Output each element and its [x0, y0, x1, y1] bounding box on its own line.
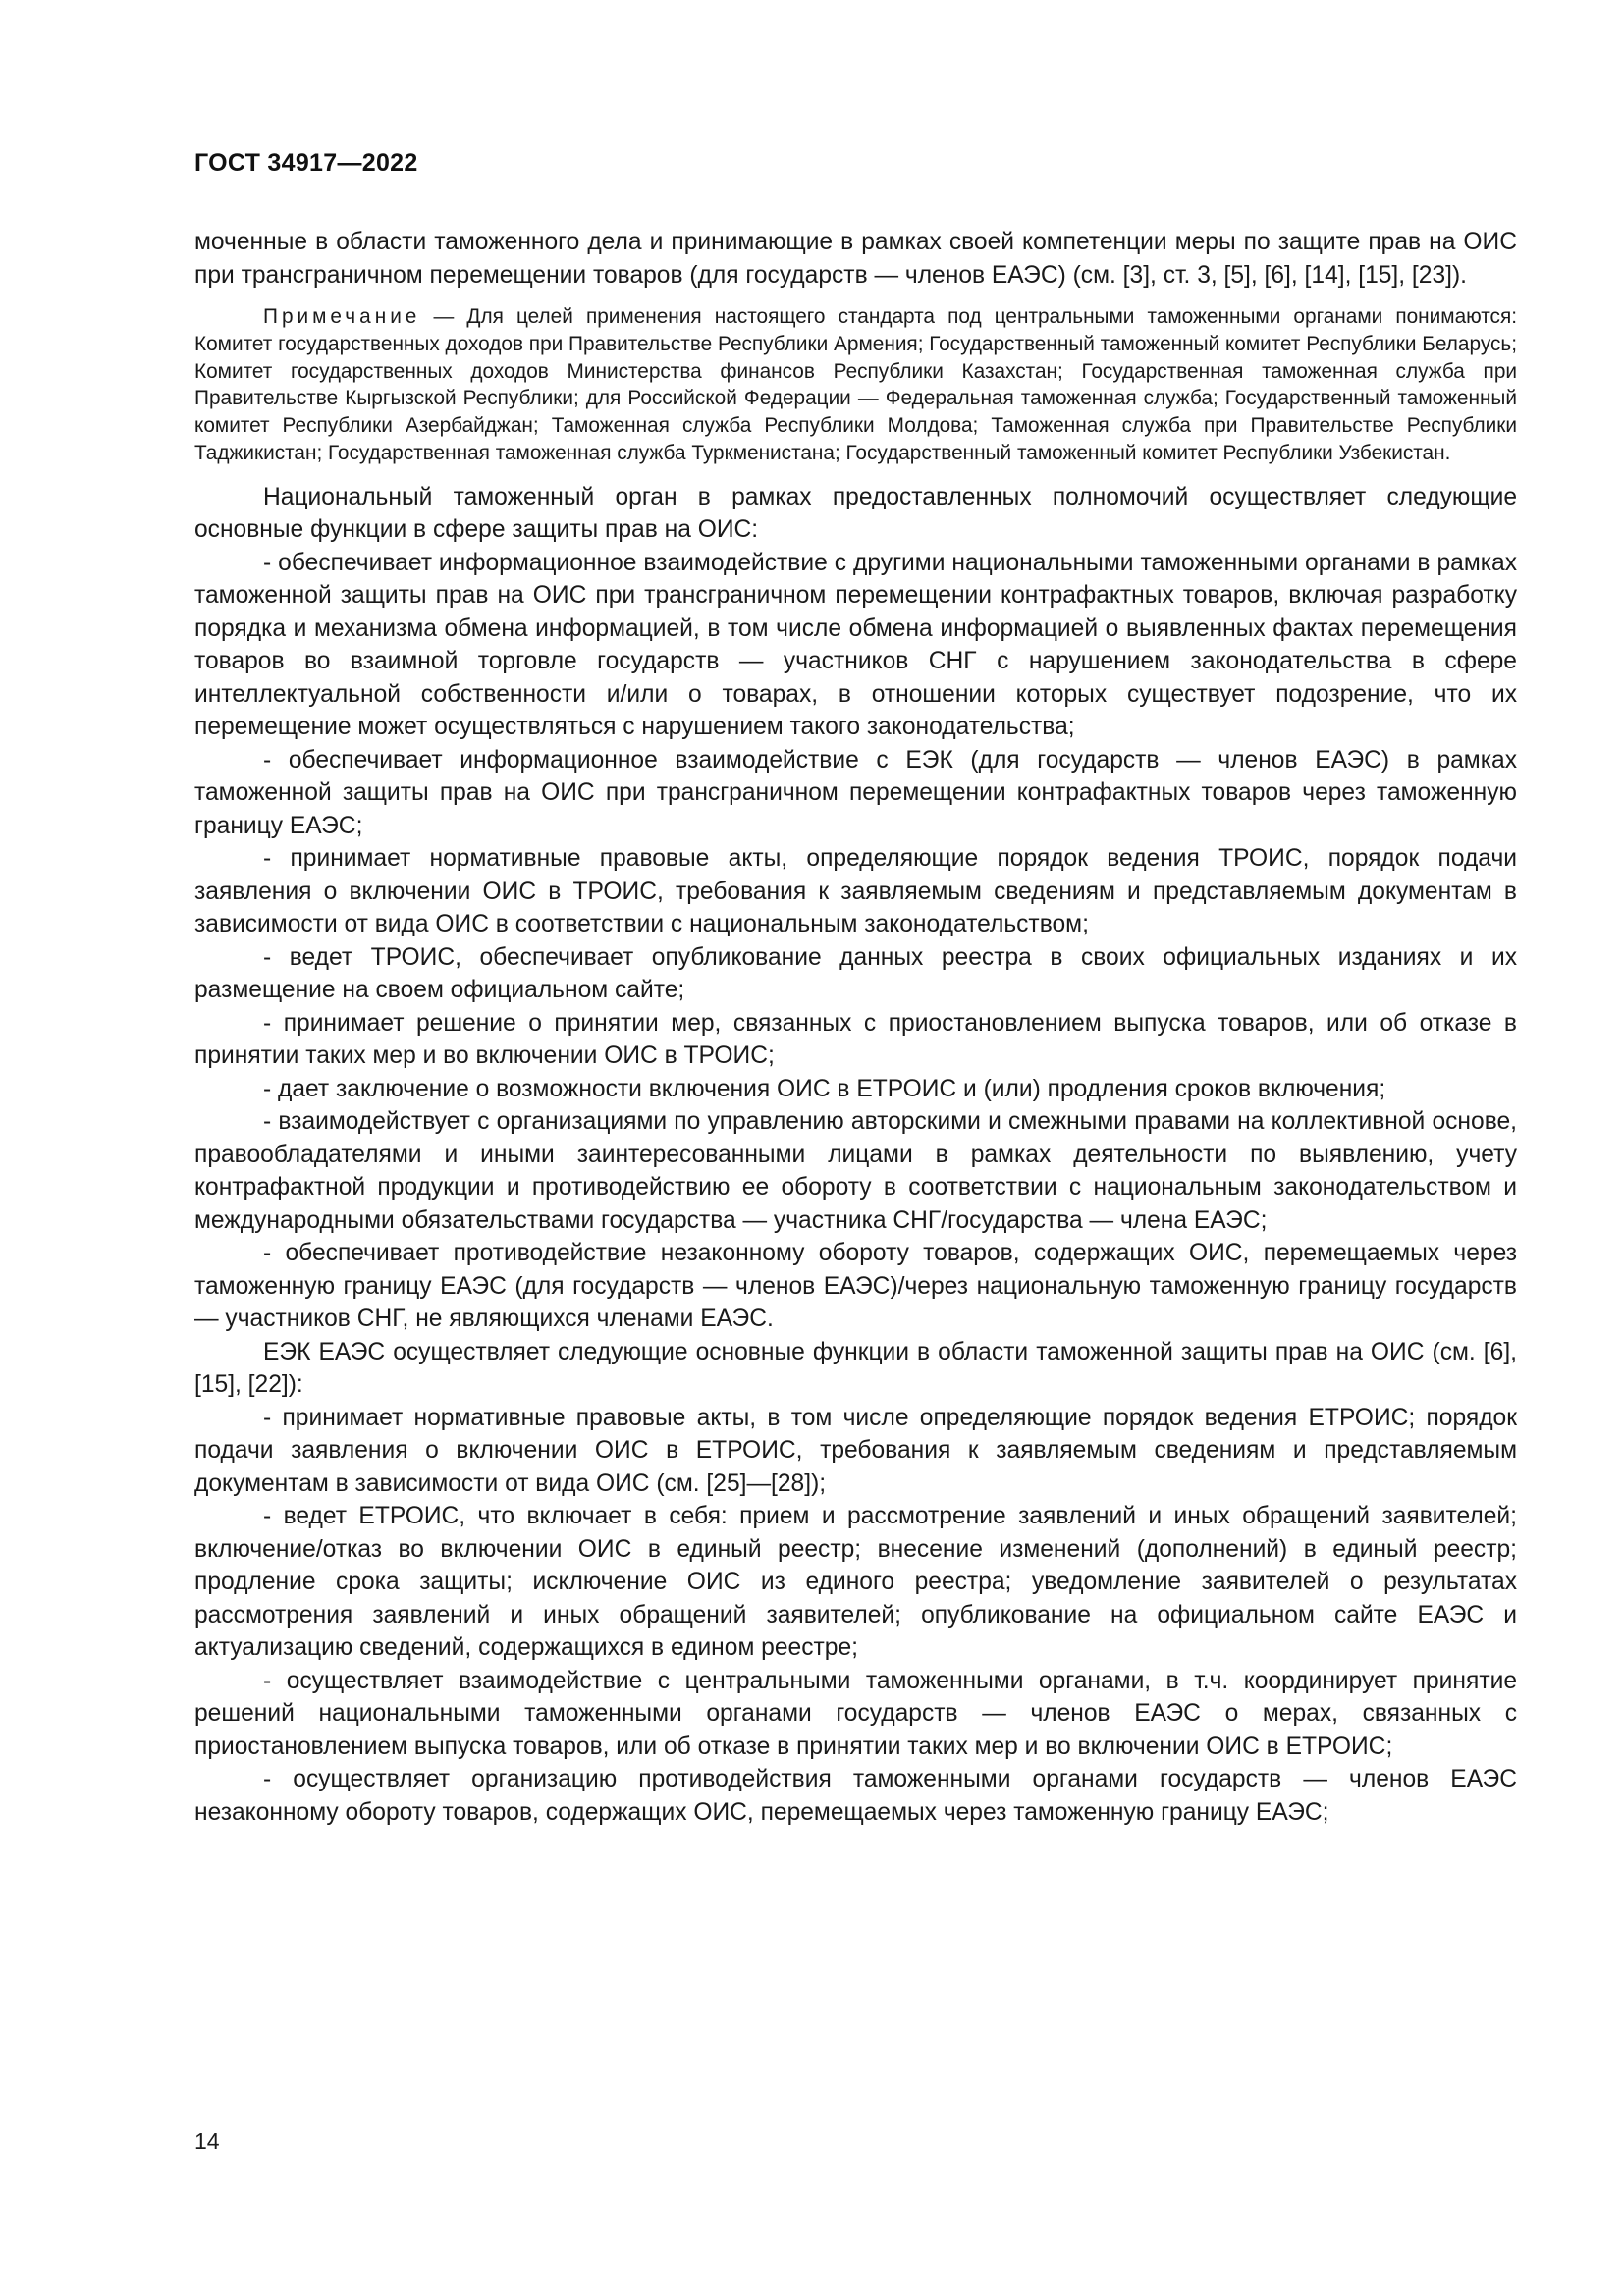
list-item: - осуществляет взаимодействие с центральными таможенными органами, в т.ч. координирует принятие решений национальными таможенными органами государств — членов ЕАЭС о мерах, связанных с приостановлением выпуска товаров, или об отказе в принятии таких мер и во включении ОИС в ЕТРОИС; — [194, 1667, 1517, 1760]
list-item: - осуществляет организацию противодействия таможенными органами государств — членов ЕАЭС незаконному обороту товаров, содержащих ОИС, перемещаемых через таможенную границу ЕАЭС; — [194, 1766, 1517, 1826]
page-number: 14 — [194, 2128, 220, 2154]
list-item: - дает заключение о возможности включения ОИС в ЕТРОИС и (или) продления сроков включения; — [263, 1075, 1386, 1102]
note-label: Примечание — [263, 305, 421, 328]
list-item: - обеспечивает информационное взаимодействие с ЕЭК (для государств — членов ЕАЭС) в рамках таможенной защиты прав на ОИС при трансграничном перемещении контрафактных товаров через таможенную границу ЕАЭС; — [194, 746, 1517, 839]
continuation-paragraph: моченные в области таможенного дела и принимающие в рамках своей компетенции меры по защите прав на ОИС при трансграничном перемещении товаров (для государств — членов ЕАЭС) (см. [3], ст. 3, [5], [6], [14], [15], [23]). — [194, 229, 1517, 289]
list-item: - обеспечивает противодействие незаконному обороту товаров, содержащих ОИС, перемещаемых через таможенную границу ЕАЭС (для государств — членов ЕАЭС)/через национальную таможенную границу государств — участников СНГ, не являющихся членами ЕАЭС. — [194, 1240, 1517, 1333]
list-item: - обеспечивает информационное взаимодействие с другими национальными таможенными органами в рамках таможенной защиты прав на ОИС при трансграничном перемещении контрафактных товаров, включая разработку порядка и механизма обмена информацией, в том числе обмена информацией о выявленных фактах перемещения товаров во взаимной торговле государств — участников СНГ с нарушением законодательства в сфере интеллектуальной собственности и/или о товарах, в отношении которых существует подозрение, что их перемещение может осуществляться с нарушением такого законодательства; — [194, 549, 1517, 741]
paragraph-intro-eec: ЕЭК ЕАЭС осуществляет следующие основные функции в области таможенной защиты прав на ОИС (см. [6], [15], [22]): — [194, 1338, 1517, 1399]
list-item: - принимает нормативные правовые акты, определяющие порядок ведения ТРОИС, порядок подачи заявления о включении ОИС в ТРОИС, требования к заявляемым сведениям и представляемым документам в зависимости от вида ОИС в соответствии с национальным законодательством; — [194, 845, 1517, 938]
note-paragraph — [194, 303, 1517, 467]
list-item: - принимает нормативные правовые акты, в том числе определяющие порядок ведения ЕТРОИС; порядок подачи заявления о включении ОИС в ЕТРОИС, требования к заявляемым сведениям и представляемым документам в зависимости от вида ОИС (см. [25]—[28]); — [194, 1404, 1517, 1497]
list-item: - ведет ТРОИС, обеспечивает опубликование данных реестра в своих официальных изданиях и их размещение на своем официальном сайте; — [194, 943, 1517, 1004]
list-item: - ведет ЕТРОИС, что включает в себя: прием и рассмотрение заявлений и иных обращений заявителей; включение/отказ во включении ОИС в единый реестр; внесение изменений (дополнений) в единый реестр; продление срока защиты; исключение ОИС из единого реестра; уведомление заявителей о результатах рассмотрения заявлений и иных обращений заявителей; опубликование на официальном сайте ЕАЭС и актуализацию сведений, содержащихся в едином реестре; — [194, 1503, 1517, 1662]
note-text: — Для целей применения настоящего стандарта под центральными таможенными органами понимаются: Комитет государственных доходов при Правительстве Республики Армения; Государственный таможенный комитет Республики Беларусь; Комитет государственных доходов Министерства финансов Республики Казахстан; Государственная таможенная служба при Правительстве Кыргызской Республики; для Российской Федерации — Федеральная таможенная служба; Государственный таможенный комитет Республики Азербайджан; Таможенная служба Республики Молдова; Таможенная служба при Правительстве Республики Таджикистан; Государственная таможенная служба Туркменистана; Государственный таможенный комитет Республики Узбекистан. — [194, 305, 1518, 464]
document-body — [194, 226, 1517, 1829]
document-header: ГОСТ 34917—2022 — [194, 149, 418, 177]
paragraph-intro-national-authority: Национальный таможенный орган в рамках предоставленных полномочий осуществляет следующие основные функции в сфере защиты прав на ОИС: — [194, 483, 1517, 544]
list-item: - взаимодействует с организациями по управлению авторскими и смежными правами на коллективной основе, правообладателями и иными заинтересованными лицами в рамках деятельности по выявлению, учету контрафактной продукции и противодействию ее обороту в соответствии с национальным законодательством и международными обязательствами государства — участника СНГ/государства — члена ЕАЭС; — [194, 1108, 1517, 1234]
list-item: - принимает решение о принятии мер, связанных с приостановлением выпуска товаров, или об отказе в принятии таких мер и во включении ОИС в ТРОИС; — [194, 1009, 1517, 1070]
